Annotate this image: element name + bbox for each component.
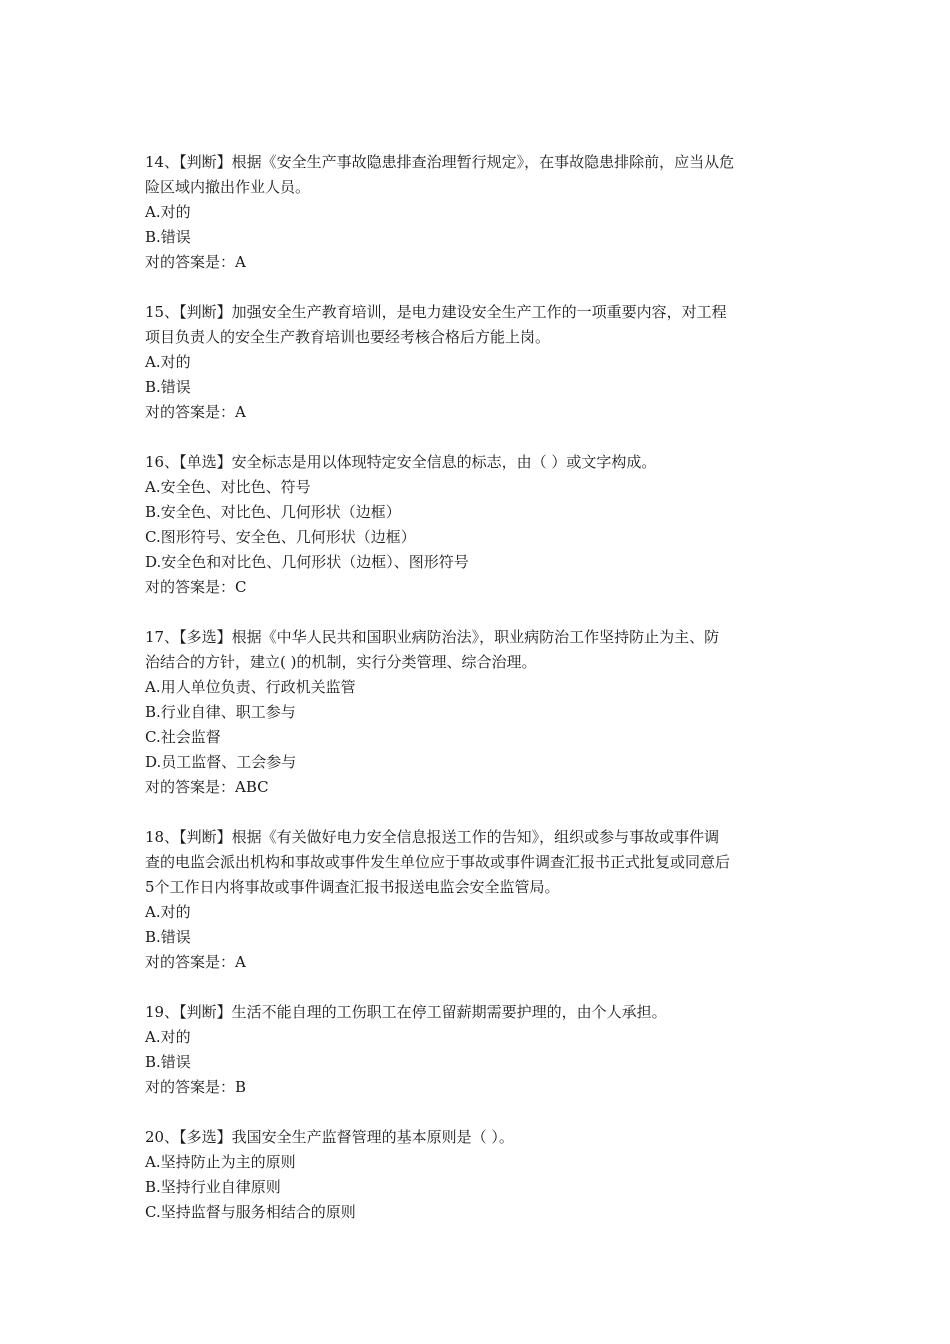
question-stem-line: 18、【判断】根据《有关做好电力安全信息报送工作的告知》，组织或参与事故或事件调: [145, 828, 720, 846]
question-17: [145, 625, 810, 800]
question-stem-line: 查的电监会派出机构和事故或事件发生单位应于事故或事件调查汇报书正式批复或同意后: [145, 853, 731, 871]
option-a: A.用人单位负责、行政机关监管: [145, 678, 356, 696]
question-stem-line: 16、【单选】安全标志是用以体现特定安全信息的标志，由（ ）或文字构成。: [145, 453, 657, 471]
option-b: B.错误: [145, 228, 191, 246]
answer-line: 对的答案是：A: [145, 403, 246, 421]
question-15: [145, 300, 810, 425]
question-stem-line: 17、【多选】根据《中华人民共和国职业病防治法》，职业病防治工作坚持防止为主、防: [145, 628, 720, 646]
question-stem-line: 15、【判断】加强安全生产教育培训，是电力建设安全生产工作的一项重要内容，对工程: [145, 303, 727, 321]
option-a: A.对的: [145, 353, 191, 371]
answer-line: 对的答案是：B: [145, 1078, 247, 1096]
option-d: D.安全色和对比色、几何形状（边框）、图形符号: [145, 553, 469, 571]
question-stem-line: 治结合的方针，建立( )的机制，实行分类管理、综合治理。: [145, 653, 537, 671]
answer-line: 对的答案是：ABC: [145, 778, 269, 796]
question-16: [145, 450, 810, 600]
option-a: A.安全色、对比色、符号: [145, 478, 311, 496]
question-stem-line: 项目负责人的安全生产教育培训也要经考核合格后方能上岗。: [145, 328, 551, 346]
option-c: C.社会监督: [145, 728, 221, 746]
option-d: D.员工监督、工会参与: [145, 753, 297, 771]
question-stem-line: 19、【判断】生活不能自理的工伤职工在停工留薪期需要护理的，由个人承担。: [145, 1003, 667, 1021]
question-18: [145, 825, 810, 975]
option-c: C.坚持监督与服务相结合的原则: [145, 1203, 356, 1221]
question-19: [145, 1000, 810, 1100]
question-20: [145, 1125, 810, 1225]
option-b: B.错误: [145, 1053, 191, 1071]
question-stem-line: 20、【多选】我国安全生产监督管理的基本原则是（ ）。: [145, 1128, 514, 1146]
question-stem-line: 5个工作日内将事故或事件调查汇报书报送电监会安全监管局。: [145, 878, 560, 896]
option-a: A.对的: [145, 1028, 191, 1046]
option-a: A.对的: [145, 903, 191, 921]
answer-line: 对的答案是：A: [145, 953, 246, 971]
option-b: B.错误: [145, 378, 191, 396]
question-stem-line: 险区域内撤出作业人员。: [145, 178, 311, 196]
option-a: A.对的: [145, 203, 191, 221]
option-b: B.行业自律、职工参与: [145, 703, 296, 721]
answer-line: 对的答案是：C: [145, 578, 247, 596]
question-stem-line: 14、【判断】根据《安全生产事故隐患排查治理暂行规定》，在事故隐患排除前，应当从危: [145, 153, 735, 171]
answer-line: 对的答案是：A: [145, 253, 246, 271]
option-b: B.错误: [145, 928, 191, 946]
question-14: [145, 150, 810, 275]
option-b: B.坚持行业自律原则: [145, 1178, 281, 1196]
option-c: C.图形符号、安全色、几何形状（边框）: [145, 528, 416, 546]
option-a: A.坚持防止为主的原则: [145, 1153, 296, 1171]
option-b: B.安全色、对比色、几何形状（边框）: [145, 503, 401, 521]
document-page: [145, 150, 810, 1250]
